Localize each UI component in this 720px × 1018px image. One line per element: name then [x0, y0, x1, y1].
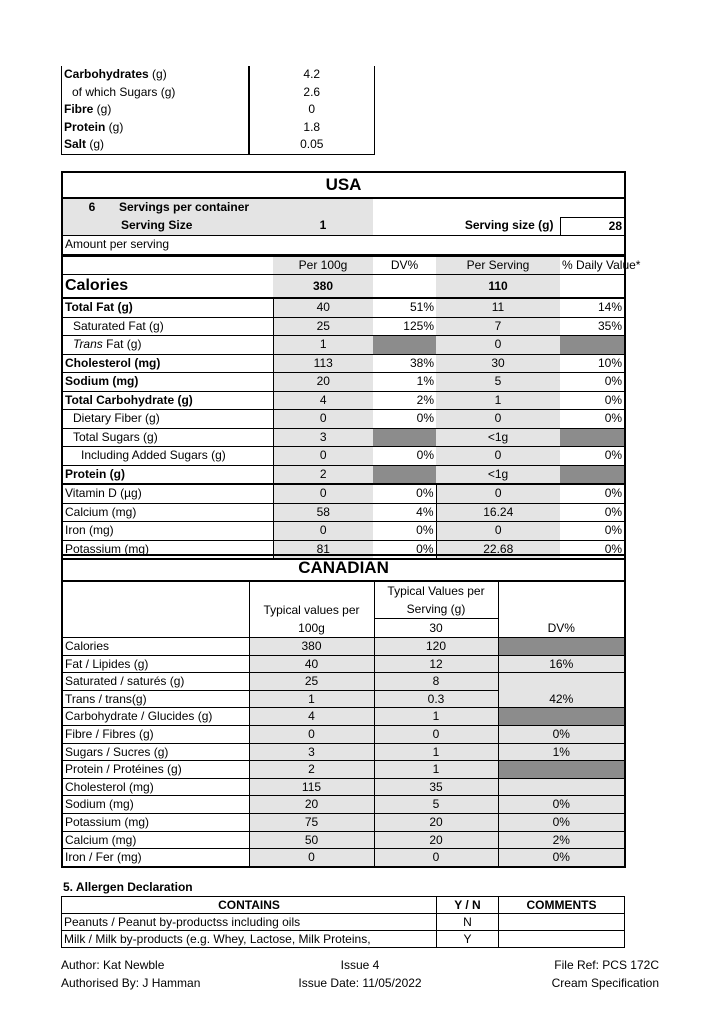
- table-row: [62, 336, 625, 355]
- footer-authorised: Authorised By: J Hamman: [61, 976, 201, 990]
- serving-value: 0: [436, 447, 560, 466]
- per100-value: 380: [249, 638, 374, 656]
- table-row: [62, 725, 625, 743]
- serving-value: 22.68: [436, 540, 560, 559]
- per100-value: 113: [273, 354, 373, 373]
- allergen-section-title: 5. Allergen Declaration: [63, 880, 193, 894]
- per100-value: 58: [273, 503, 373, 522]
- dv-value: 2%: [498, 831, 625, 849]
- table-row: [62, 796, 625, 814]
- per100-value: 1: [273, 336, 373, 355]
- daily-value: [560, 428, 625, 447]
- table-row: [62, 638, 625, 656]
- daily-value: 0%: [560, 540, 625, 559]
- footer-file-ref: File Ref: PCS 172C: [554, 958, 659, 972]
- table-row: [62, 465, 625, 484]
- allergen-comment: [499, 931, 625, 948]
- dv-value: [498, 778, 625, 796]
- allergen-yn: Y: [437, 931, 499, 948]
- col-comments: COMMENTS: [499, 897, 625, 914]
- serving-value: 0.3: [374, 690, 498, 708]
- table-row: [62, 914, 625, 931]
- calories-serving: 110: [436, 275, 560, 299]
- row-value: 0.05: [249, 136, 375, 154]
- nutrient-label: Protein (g): [62, 465, 273, 484]
- table-row: [62, 708, 625, 726]
- nutrient-label: Vitamin D (µg): [62, 484, 273, 503]
- serving-value: 0: [374, 725, 498, 743]
- allergen-item: Milk / Milk by-products (e.g. Whey, Lactose, Milk Proteins,: [62, 931, 437, 948]
- dv-value: [498, 638, 625, 656]
- dv-value: 0%: [373, 540, 436, 559]
- nutrient-label: Carbohydrate / Glucides (g): [62, 708, 249, 726]
- serving-value: 120: [374, 638, 498, 656]
- nutrient-label: Saturated Fat (g): [62, 317, 273, 336]
- per100-value: 2: [249, 761, 374, 779]
- usa-header-row: [62, 255, 625, 275]
- table-row: [62, 373, 625, 392]
- serving-value: 1: [436, 391, 560, 410]
- serving-size-label: Serving Size: [62, 217, 273, 236]
- row-label: Protein (g): [62, 119, 249, 137]
- table-row: [62, 522, 625, 541]
- nutrient-label: Sodium (mg): [62, 373, 273, 392]
- serving-size-g-value: 28: [560, 217, 625, 236]
- row-value: 4.2: [249, 66, 375, 84]
- table-row: [62, 317, 625, 336]
- row-label: Fibre (g): [62, 101, 249, 119]
- per100-value: 0: [273, 522, 373, 541]
- serving-value: 0: [436, 484, 560, 503]
- table-row: [62, 354, 625, 373]
- servings-label: Servings per container: [119, 200, 250, 215]
- table-row: [62, 484, 625, 503]
- dv-value: 0%: [373, 410, 436, 429]
- serving-value: 1: [374, 708, 498, 726]
- daily-value: 0%: [560, 503, 625, 522]
- per100-value: 20: [273, 373, 373, 392]
- serving-value: 7: [436, 317, 560, 336]
- table-row: [62, 743, 625, 761]
- col-daily: % Daily Value*: [560, 255, 625, 275]
- dv-value: 51%: [373, 298, 436, 317]
- nutrient-label: Potassium (mg): [62, 813, 249, 831]
- dv-value: 0%: [373, 522, 436, 541]
- serving-size-g-label: Serving size (g): [436, 217, 560, 236]
- daily-value: [560, 465, 625, 484]
- nutrient-label: Including Added Sugars (g): [62, 447, 273, 466]
- allergen-table: [61, 896, 625, 948]
- daily-value: 10%: [560, 354, 625, 373]
- daily-value: 0%: [560, 447, 625, 466]
- table-row: [62, 410, 625, 429]
- nutrient-label: Protein / Protéines (g): [62, 761, 249, 779]
- col-dv: DV%: [498, 581, 625, 638]
- dv-value: [498, 673, 625, 691]
- allergen-comment: [499, 914, 625, 931]
- per100-value: 81: [273, 540, 373, 559]
- table-row: [62, 119, 375, 137]
- per100-value: 2: [273, 465, 373, 484]
- table-row: [62, 931, 625, 948]
- daily-value: 0%: [560, 391, 625, 410]
- dv-value: [373, 336, 436, 355]
- serving-value: 11: [436, 298, 560, 317]
- allergen-yn: N: [437, 914, 499, 931]
- table-row: [62, 428, 625, 447]
- col-yn: Y / N: [437, 897, 499, 914]
- col-contains: CONTAINS: [62, 897, 437, 914]
- per100-value: 50: [249, 831, 374, 849]
- daily-value: 0%: [560, 373, 625, 392]
- table-row: [62, 761, 625, 779]
- row-value: 0: [249, 101, 375, 119]
- serving-value: 16.24: [436, 503, 560, 522]
- col-dv: DV%: [373, 255, 436, 275]
- table-row: [62, 136, 375, 154]
- nutrient-label: Total Fat (g): [62, 298, 273, 317]
- serving-value: 35: [374, 778, 498, 796]
- per100-value: 40: [249, 655, 374, 673]
- serving-value: 20: [374, 813, 498, 831]
- allergen-header-row: [62, 897, 625, 914]
- per100-value: 0: [249, 725, 374, 743]
- serving-value: 12: [374, 655, 498, 673]
- canadian-nutrition-table: [61, 554, 626, 868]
- table-row: [62, 673, 625, 691]
- dv-value: 38%: [373, 354, 436, 373]
- amount-row: [62, 236, 625, 256]
- canadian-header-row: [62, 581, 625, 638]
- nutrient-label: Iron / Fer (mg): [62, 849, 249, 867]
- table-row: [62, 84, 375, 102]
- dv-value: 0%: [498, 813, 625, 831]
- nutrient-label: Trans Fat (g): [62, 336, 273, 355]
- per100-value: 25: [273, 317, 373, 336]
- nutrient-label: Fat / Lipides (g): [62, 655, 249, 673]
- nutrient-label: Dietary Fiber (g): [62, 410, 273, 429]
- serving-value: 5: [436, 373, 560, 392]
- nutrient-label: Trans / trans(g): [62, 690, 249, 708]
- nutrient-label: Total Sugars (g): [62, 428, 273, 447]
- serving-value: 30: [436, 354, 560, 373]
- allergen-item: Peanuts / Peanut by-productss including oils: [62, 914, 437, 931]
- per100-value: 0: [273, 447, 373, 466]
- serving-value: 0: [374, 849, 498, 867]
- col-per100: Per 100g: [273, 255, 373, 275]
- table-row: [62, 849, 625, 867]
- serving-value: 1: [374, 761, 498, 779]
- table-row: [62, 655, 625, 673]
- footer-issue: Issue 4: [340, 958, 380, 972]
- servings-cell: [62, 198, 373, 217]
- dv-value: [373, 428, 436, 447]
- col-typical-serving: Typical Values per Serving (g) 30: [374, 581, 498, 638]
- calories-row: [62, 275, 625, 299]
- table-row: [62, 813, 625, 831]
- servings-count: 6: [88, 200, 96, 215]
- table-row: [62, 101, 375, 119]
- footer-author: Author: Kat Newble: [61, 958, 165, 972]
- usa-title: USA: [62, 172, 625, 198]
- footer-spec: Cream Specification: [551, 976, 659, 990]
- daily-value: 35%: [560, 317, 625, 336]
- serving-value: <1g: [436, 428, 560, 447]
- daily-value: 0%: [560, 410, 625, 429]
- nutrient-label: Cholesterol (mg): [62, 778, 249, 796]
- canadian-title-row: [62, 555, 625, 581]
- usa-nutrition-table: [61, 171, 641, 560]
- dv-value: 125%: [373, 317, 436, 336]
- per100-value: 1: [249, 690, 374, 708]
- dv-value: [498, 761, 625, 779]
- table-row: [62, 778, 625, 796]
- daily-value: 0%: [560, 484, 625, 503]
- row-value: 2.6: [249, 84, 375, 102]
- canadian-title: CANADIAN: [62, 555, 625, 581]
- calories-100: 380: [273, 275, 373, 299]
- daily-value: 14%: [560, 298, 625, 317]
- per100-value: 20: [249, 796, 374, 814]
- per100-value: 75: [249, 813, 374, 831]
- nutrient-label: Total Carbohydrate (g): [62, 391, 273, 410]
- calories-label: Calories: [62, 275, 273, 299]
- per100-value: 3: [249, 743, 374, 761]
- serving-value: 0: [436, 522, 560, 541]
- table-row: [62, 298, 625, 317]
- serving-value: 1: [374, 743, 498, 761]
- table-row: [62, 690, 625, 708]
- row-label: Salt (g): [62, 136, 249, 154]
- table-row: [62, 503, 625, 522]
- serving-value: 5: [374, 796, 498, 814]
- daily-value: [560, 336, 625, 355]
- serving-size-row: [62, 217, 625, 236]
- dv-value: 16%: [498, 655, 625, 673]
- per100-value: 4: [273, 391, 373, 410]
- per100-value: 25: [249, 673, 374, 691]
- table-row: [62, 831, 625, 849]
- dv-value: 0%: [498, 796, 625, 814]
- per100-value: 0: [273, 410, 373, 429]
- col-typical-100: Typical values per 100g: [249, 581, 374, 638]
- serving-size-value: 1: [273, 217, 373, 236]
- serving-value: 0: [436, 410, 560, 429]
- nutrient-label: Calcium (mg): [62, 831, 249, 849]
- row-label: of which Sugars (g): [62, 84, 249, 102]
- dv-value: 2%: [373, 391, 436, 410]
- footer-issue-date: Issue Date: 11/05/2022: [298, 976, 422, 990]
- serving-value: 8: [374, 673, 498, 691]
- table-row: [62, 66, 375, 84]
- serving-value: 20: [374, 831, 498, 849]
- dv-value: [373, 465, 436, 484]
- nutrient-label: Sodium (mg): [62, 796, 249, 814]
- nutrition-summary-table: [61, 66, 375, 155]
- table-row: [62, 391, 625, 410]
- per100-value: 3: [273, 428, 373, 447]
- nutrient-label: Potassium (mg): [62, 540, 273, 559]
- dv-value: 4%: [373, 503, 436, 522]
- dv-value: 1%: [498, 743, 625, 761]
- nutrient-label: Calcium (mg): [62, 503, 273, 522]
- dv-value: 0%: [373, 447, 436, 466]
- daily-value: 0%: [560, 522, 625, 541]
- nutrient-label: Saturated / saturés (g): [62, 673, 249, 691]
- dv-value: 1%: [373, 373, 436, 392]
- per100-value: 0: [273, 484, 373, 503]
- nutrient-label: Fibre / Fibres (g): [62, 725, 249, 743]
- per100-value: 0: [249, 849, 374, 867]
- dv-value: 0%: [373, 484, 436, 503]
- nutrient-label: Sugars / Sucres (g): [62, 743, 249, 761]
- per100-value: 40: [273, 298, 373, 317]
- usa-title-row: [62, 172, 625, 198]
- row-label: Carbohydrates (g): [62, 66, 249, 84]
- dv-value: [498, 708, 625, 726]
- row-value: 1.8: [249, 119, 375, 137]
- serving-value: <1g: [436, 465, 560, 484]
- nutrient-label: Iron (mg): [62, 522, 273, 541]
- serving-value: 0: [436, 336, 560, 355]
- table-row: [62, 447, 625, 466]
- nutrient-label: Cholesterol (mg): [62, 354, 273, 373]
- amount-label: Amount per serving: [62, 236, 625, 256]
- servings-row: [62, 198, 625, 217]
- nutrient-label: Calories: [62, 638, 249, 656]
- dv-value: 0%: [498, 725, 625, 743]
- dv-value: 42%: [498, 690, 625, 708]
- dv-value: 0%: [498, 849, 625, 867]
- per100-value: 115: [249, 778, 374, 796]
- col-per-serving: Per Serving: [436, 255, 560, 275]
- per100-value: 4: [249, 708, 374, 726]
